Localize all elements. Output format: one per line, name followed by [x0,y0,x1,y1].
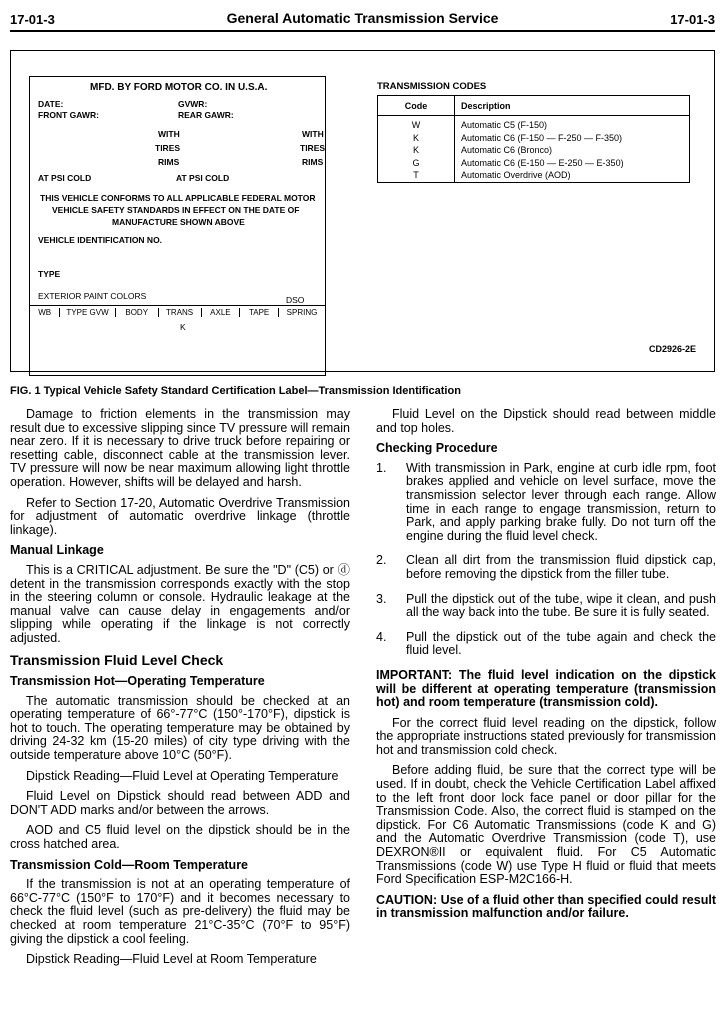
transmission-codes-table [377,95,690,183]
label-vin: VEHICLE IDENTIFICATION NO. [38,235,163,245]
label-dso: DSO [286,295,305,305]
paragraph: This is a CRITICAL adjustment. Be sure the "D" (C5) or ⓓ detent in the transmission corresponds exactly with the stop in the steering column or console. Hydraulic leakage at the manual valve can cause delay in engagements and/or slipping while operating if the linkage is not correctly adjusted. [10,562,350,645]
code-cell: K [378,132,455,145]
step-text: Pull the dipstick out of the tube again and check the fluid level. [406,629,716,658]
code-cell: W [378,116,455,132]
paragraph: If the transmission is not at an operating temperature of 66°C-77°C (150°F to 170°F) and it becomes necessary to check the fluid level (such as pre-delivery) the fluid may be checked at room temperature 21°C-35°C (70°F to 95°F) giving the dipstick a cool feeling. [10,877,350,946]
label-conforms-1: THIS VEHICLE CONFORMS TO ALL APPLICABLE FEDERAL MOTOR [40,193,316,203]
paragraph: Before adding fluid, be sure that the correct type will be used. If in doubt, check the Vehicle Certification Label affixed to the left front door lock face panel or door pillar for the Transmission Code. Also, the correct fluid is stamped on the dipstick. For C6 Automatic Transmissions (code K and G) and the Automatic Overdrive Transmission (code T), use DEXRON®II or equivalent fluid. For C5 Automatic Transmissions (code W) use Type H fluid or fluid that meets Ford Specification ESP-M2C166-H. [376,763,716,887]
procedure-list [376,462,716,658]
code-cell: T [378,169,455,182]
label-tires-1: TIRES [155,143,181,153]
label-front-gawr: FRONT GAWR: [38,110,99,120]
list-item [376,554,716,581]
description-cell: Automatic C6 (F-150 — F-250 — F-350) [455,132,690,145]
section-heading-fluid-level-check: Transmission Fluid Level Check [10,651,224,668]
table-row [378,157,690,170]
description-cell: Automatic C5 (F-150) [455,116,690,132]
page-number-left: 17-01-3 [10,12,55,27]
figure-caption: FIG. 1 Typical Vehicle Safety Standard Certification Label—Transmission Identification [10,385,461,397]
paragraph: Fluid Level on the Dipstick should read between middle and top holes. [376,407,716,435]
section-heading-manual-linkage: Manual Linkage [10,543,104,558]
page-header [10,10,715,32]
codes-header-code: Code [378,96,455,116]
right-column [376,408,716,928]
step-number: 4. [376,629,387,644]
list-item [376,462,716,544]
step-text: Clean all dirt from the transmission fluid dipstick cap, before removing the dipstick from the filler tube. [406,553,716,581]
label-col-tape: TAPE [239,308,278,317]
label-col-axle: AXLE [201,308,240,317]
label-rear-gawr: REAR GAWR: [178,110,234,120]
step-number: 1. [376,460,387,475]
paragraph: AOD and C5 fluid level on the dipstick should be in the cross hatched area. [10,823,350,852]
list-item [376,631,716,658]
label-col-wb: WB [38,308,52,317]
section-heading-checking-procedure: Checking Procedure [376,441,498,456]
label-rims-1: RIMS [158,157,180,167]
paragraph: For the correct fluid level reading on the dipstick, follow the appropriate instructions stated previously for transmission hot and transmission cold check. [376,715,716,757]
label-with-1: WITH [158,129,180,139]
label-rims-2: RIMS [302,157,324,167]
label-paint: EXTERIOR PAINT COLORS [38,291,147,301]
section-heading-cold: Transmission Cold—Room Temperature [10,857,249,872]
table-row [378,116,690,132]
label-psi-left: AT PSI COLD [38,173,92,183]
description-cell: Automatic C6 (Bronco) [455,144,690,157]
label-code-columns [30,308,325,317]
list-item [376,593,716,620]
code-cell: G [378,157,455,170]
table-row [378,132,690,145]
paragraph: Dipstick Reading—Fluid Level at Room Temperature [26,952,317,967]
paragraph: Fluid Level on Dipstick should read between ADD and DON'T ADD marks and/or between the arrows. [10,789,350,817]
paragraph: Refer to Section 17-20, Automatic Overdrive Transmission for adjustment of automatic overdrive linkage (throttle linkage). [10,495,350,537]
figure-1 [10,50,715,372]
step-text: With transmission in Park, engine at curb idle rpm, foot brakes applied and vehicle on level surface, move the transmission selector lever through each range. Allow time in each range to engage transmission, return to Park, and apply parking brake fully. Do not turn off the engine during the fluid level check. [406,460,716,543]
label-psi-mid: AT PSI COLD [176,173,230,183]
paragraph: Dipstick Reading—Fluid Level at Operating Temperature [26,768,339,783]
label-mfd: MFD. BY FORD MOTOR CO. IN U.S.A. [90,82,268,93]
codes-header-description: Description [455,96,690,116]
step-number: 2. [376,553,387,568]
label-with-2: WITH [302,129,324,139]
label-trans-code: K [180,322,186,332]
page-title: General Automatic Transmission Service [226,10,499,26]
description-cell: Automatic Overdrive (AOD) [455,169,690,182]
section-heading-hot: Transmission Hot—Operating Temperature [10,674,265,689]
paragraph: The automatic transmission should be checked at an operating temperature of 66°-77°C (150°-170°F), dipstick is hot to touch. The operating temperature may be obtained by driving 24-32 km (15-20 miles) of city type driving with the outside temperature above 10°C (50°F). [10,693,350,763]
label-tires-2: TIRES [300,143,326,153]
figure-id: CD2926-2E [648,344,696,354]
step-number: 3. [376,591,387,606]
label-col-trans: TRANS [158,308,201,317]
label-conforms-2: VEHICLE SAFETY STANDARDS IN EFFECT ON THE DATE OF [52,205,300,215]
caution-note: CAUTION: Use of a fluid other than specified could result in transmission malfunction and/or failure. [376,892,716,921]
code-cell: K [378,144,455,157]
important-note: IMPORTANT: The fluid level indication on the dipstick will be different at operating temperature (transmission hot) and room temperature (transmission cold). [376,667,716,710]
label-type: TYPE [38,269,61,279]
label-col-type-gvw: TYPE GVW [59,308,114,317]
label-col-spring: SPRING [278,308,325,317]
description-cell: Automatic C6 (E-150 — E-250 — E-350) [455,157,690,170]
table-row [378,144,690,157]
step-text: Pull the dipstick out of the tube, wipe it clean, and push all the way back into the tube. Be sure it is fully seated. [406,591,716,620]
page-number-right: 17-01-3 [670,12,715,27]
certification-label [29,76,326,376]
table-row [378,169,690,182]
transmission-codes-title: TRANSMISSION CODES [377,81,487,92]
label-date: DATE: [38,99,64,109]
label-conforms-3: MANUFACTURE SHOWN ABOVE [112,217,245,227]
label-gvwr: GVWR: [178,99,208,109]
label-col-body: BODY [115,308,158,317]
left-column [10,408,350,974]
paragraph: Damage to friction elements in the transmission may result due to excessive slipping since TV pressure will remain near zero. If it is necessary to drive truck before repairing or resetting cable, disconnect cable at the transmission lever. TV pressure will now be near maximum allowing light throttle operation. However, shifts will be delayed and harsh. [10,407,350,489]
